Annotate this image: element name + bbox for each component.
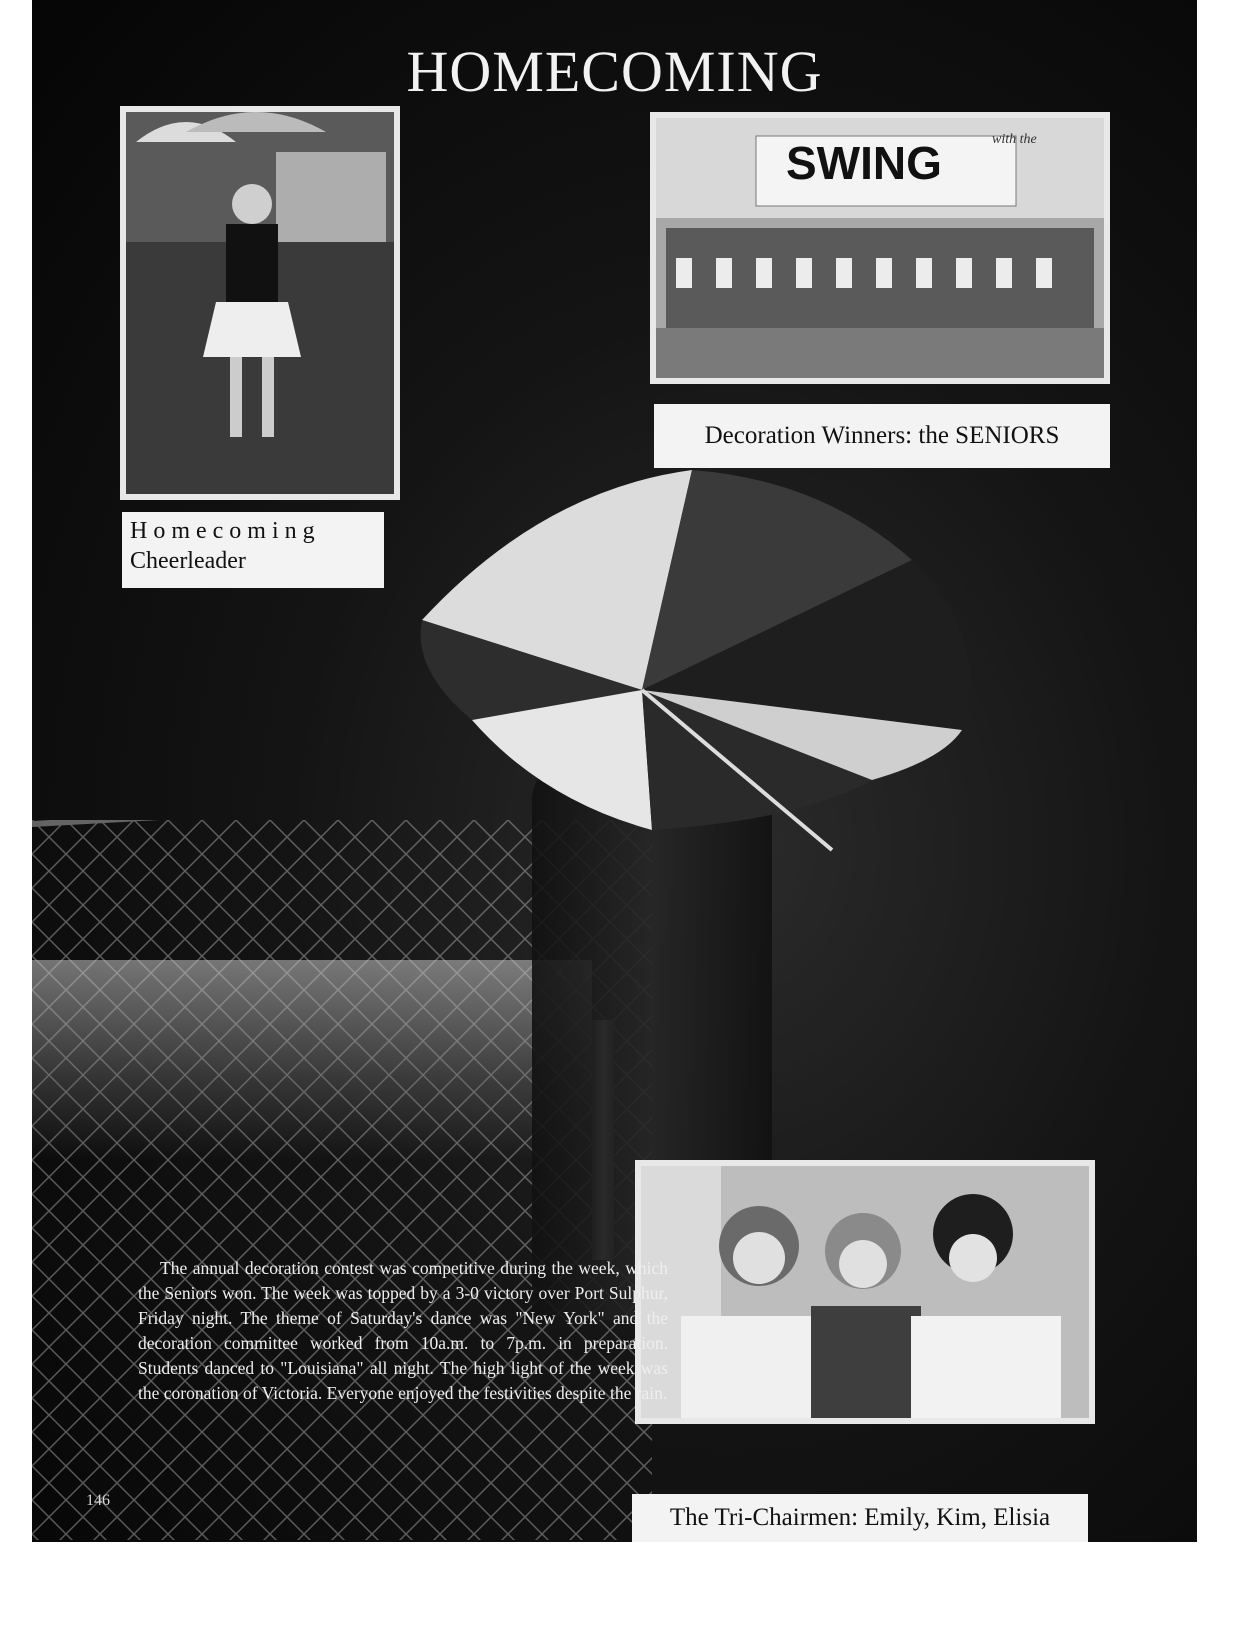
cheerleader-caption-line2: Cheerleader xyxy=(130,548,246,574)
seniors-caption: Decoration Winners: the SENIORS xyxy=(654,404,1110,468)
yearbook-page xyxy=(32,0,1197,1542)
banner-text: SWING xyxy=(786,137,942,189)
story-paragraph: The annual decoration contest was competitive during the week, which the Seniors won. The week was topped by a 3-0 victory over Port Sulphur, Friday night. The theme of Saturday's dance was "New York" and the decoration committee worked from 10a.m. to 7p.m. in preparation. Students danced to "Louisiana" all night. The high light of the week was the coronation of Victoria. Everyone enjoyed the festivities despite the rain. xyxy=(138,1258,668,1403)
page-number: 146 xyxy=(86,1492,110,1509)
tri-chairmen-caption: The Tri-Chairmen: Emily, Kim, Elisia xyxy=(632,1494,1088,1542)
cheerleader-caption-line1: H o m e c o m i n g xyxy=(130,518,315,544)
cheerleader-caption xyxy=(122,512,384,588)
umbrella-graphic xyxy=(402,470,1002,930)
banner-text-small: with the xyxy=(992,132,1037,147)
cheerleader-photo xyxy=(120,106,400,500)
field-lights-blur xyxy=(32,960,592,1160)
tri-chairmen-photo xyxy=(635,1160,1095,1424)
seniors-group-photo xyxy=(650,112,1110,384)
page-title: HOMECOMING xyxy=(406,39,823,104)
